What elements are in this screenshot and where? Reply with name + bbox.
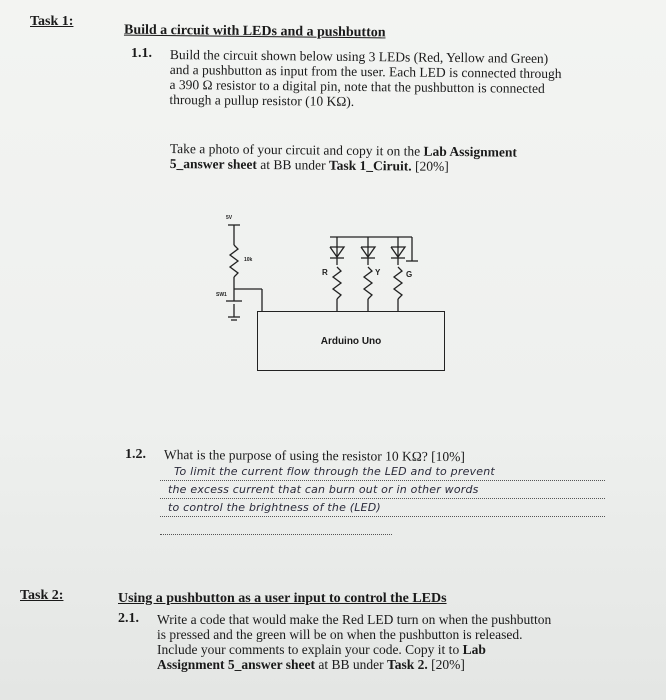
led-branch-yellow (361, 237, 375, 311)
answer-line-2: the excess current that can burn out or in other words (160, 481, 605, 499)
answer-line-4 (160, 517, 392, 535)
task1-heading: Build a circuit with LEDs and a pushbutton (123, 22, 386, 41)
pullup-resistor (230, 245, 238, 277)
item-1-1-text (169, 47, 610, 112)
item-2-1-line2: is pressed and the green will be on when the pushbutton is released. (157, 627, 523, 642)
answer-area (160, 463, 605, 535)
item-2-1-line3-text: Include your comments to explain your code. Copy it to (157, 642, 463, 657)
led-label-red: R (322, 268, 328, 277)
lab-assignment-bold: Lab Assignment (423, 143, 517, 160)
led-branch-red (330, 237, 344, 311)
item-2-1-text (157, 612, 617, 672)
item-1-1-line1: Build the circuit shown below using 3 LEDs (Red, Yellow and Green) (169, 47, 549, 66)
task2-heading: Using a pushbutton as a user input to control the LEDs (118, 591, 447, 606)
task1-circuit-bold: Task 1_Ciruit. (328, 157, 412, 174)
item-1-2-number: 1.2. (125, 447, 146, 462)
task1-label: Task 1: (30, 14, 74, 29)
led-label-yellow: Y (375, 268, 381, 277)
photo-instruction-line2 (170, 156, 610, 176)
item-1-1-line2: and a pushbutton as input from the user. Each LED is connected through (169, 61, 562, 82)
item-1-2-question: What is the purpose of using the resistor 10 KΩ? [10%] (163, 447, 465, 465)
photo-line1-text: Take a photo of your circuit and copy it on the (169, 141, 424, 159)
photo-line2-text: at BB under (256, 156, 329, 173)
answer-sheet-bold: 5_answer sheet (169, 155, 257, 172)
led-branch-green (391, 237, 405, 311)
supply-label: 5V (226, 215, 233, 221)
item-1-1-line3: a 390 Ω resistor to a digital pin, note that the pushbutton is connected (169, 76, 545, 96)
arduino-label: Arduino Uno (320, 335, 382, 347)
item-2-1-task2-bold: Task 2. (387, 657, 428, 672)
answer-line-3: to control the brightness of the (LED) (160, 499, 605, 517)
arduino-board (257, 311, 445, 371)
item-2-1-line1: Write a code that would make the Red LED turn on when the pushbutton (157, 612, 552, 627)
item-2-1-number: 2.1. (118, 611, 139, 626)
photo-instruction (170, 141, 610, 176)
pullup-label: 10k (244, 257, 253, 263)
switch-label: SW1 (216, 292, 227, 298)
item-2-1-line3 (157, 642, 617, 657)
answer-line-1: To limit the current flow through the LED and to prevent (160, 463, 605, 481)
item-2-1-line4 (157, 657, 617, 672)
photo-line2-weight: [20%] (411, 158, 449, 174)
task2-label: Task 2: (20, 588, 64, 603)
item-1-1-number: 1.1. (131, 46, 152, 61)
item-2-1-assignment-bold: Assignment 5_answer sheet (157, 657, 315, 672)
item-2-1-lab-bold: Lab (462, 642, 486, 657)
led-label-green: G (406, 270, 413, 279)
item-2-1-line4-text: at BB under (315, 657, 387, 672)
item-1-1-line4: through a pullup resistor (10 KΩ). (169, 91, 355, 109)
item-2-1-weight: [20%] (427, 657, 465, 672)
